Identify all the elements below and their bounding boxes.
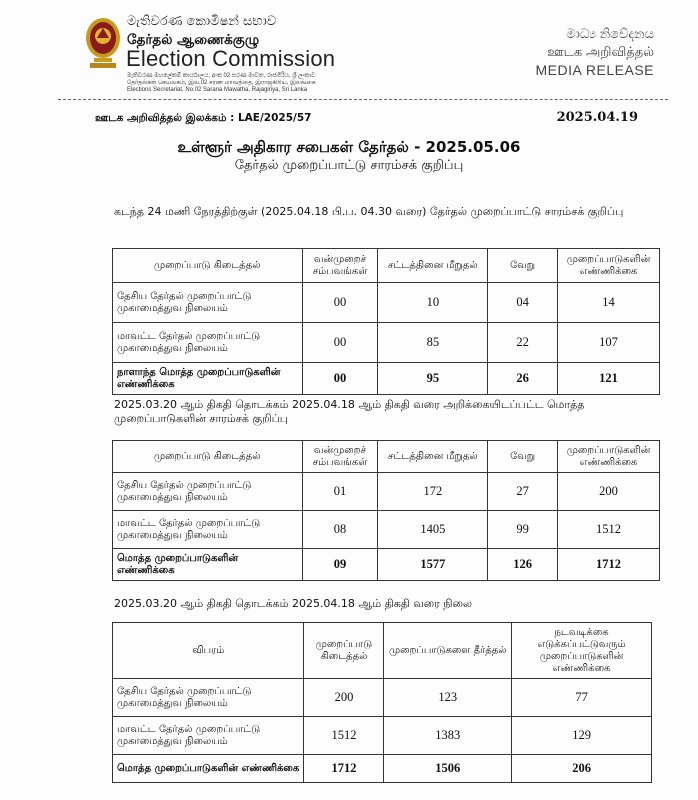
table-cell: 129 [512,717,652,755]
table-total-row [113,755,652,783]
column-header: முறைப்பாடு கிடைத்தல் [113,441,303,473]
table-row [113,473,660,511]
page-title: உள்ளூர் அதிகார சபைகள் தேர்தல் - 2025.05.06 [177,138,521,156]
column-header: வன்முறைச் சம்பவங்கள் [302,249,378,283]
table-cell: 85 [378,323,488,363]
row-label: மாவட்ட தேர்தல் முறைப்பாட்டு முகாமைத்துவ நிலையம் [113,511,303,549]
table-cell: 99 [488,511,558,549]
table-cell: 107 [558,323,660,363]
table-total-row [113,363,660,395]
table-cell: 08 [302,511,378,549]
address-english: Elections Secretariat, No.02 Sarana Mawatha, Rajagiriya, Sri Lanka [127,87,308,94]
column-header: முறைப்பாடுகளை தீர்த்தல் [384,623,512,679]
table-cell: 123 [384,679,512,717]
column-header: சட்டத்தினை மீறுதல் [378,441,488,473]
release-date: 2025.04.19 [556,110,638,125]
table-total-row [113,549,660,581]
table-cell: 00 [302,323,378,363]
column-header: முறைப்பாடுகளின் எண்ணிக்கை [558,249,660,283]
column-header: முறைப்பாடு கிடைத்தல் [304,623,384,679]
table-cell: 77 [512,679,652,717]
table-cell: 00 [302,283,378,323]
table-row [113,717,652,755]
table-cell: 95 [378,363,488,395]
org-name-english: Election Commission [126,46,336,71]
release-sinhala: මාධ්‍ය නිවේදනය [566,26,654,41]
letterhead [0,0,698,100]
table-cell: 1383 [384,717,512,755]
table-cell: 1405 [378,511,488,549]
table-cell: 10 [378,283,488,323]
column-header: முறைப்பாடு கிடைத்தல் [113,249,303,283]
table-cell: 27 [488,473,558,511]
column-header: வன்முறைச் சம்பவங்கள் [302,441,378,473]
table-cell: 1506 [384,755,512,783]
row-label: நாளாந்த மொத்த முறைப்பாடுகளின் எண்ணிக்கை [113,363,303,395]
table-cell: 00 [302,363,378,395]
column-header: முறைப்பாடுகளின் எண்ணிக்கை [558,441,660,473]
table-cell: 1712 [304,755,384,783]
table-cell: 04 [488,283,558,323]
table-cell: 172 [378,473,488,511]
emblem-icon [84,14,122,70]
row-label: மாவட்ட தேர்தல் முறைப்பாட்டு முகாமைத்துவ நிலையம் [113,717,304,755]
section3-heading: 2025.03.20 ஆம் திகதி தொடக்கம் 2025.04.18 ஆம் திகதி வரை நிலை [114,597,473,610]
address-block [127,73,316,95]
row-label: தேசிய தேர்தல் முறைப்பாட்டு முகாமைத்துவ நிலையம் [113,679,304,717]
address-tamil: தேர்தல்கள் செயலகம், இல.02 சரண மாவத்தை, இராஜகிரிய, இலங்கை [127,80,316,87]
table-cell: 121 [558,363,660,395]
column-header: நடவடிக்கை எடுக்கப்பட்டுவரும் முறைப்பாடுகளின் எண்ணிக்கை [512,623,652,679]
column-header: வேறு [488,441,558,473]
reference-number: ஊடக அறிவித்தல் இலக்கம் : LAE/2025/57 [95,112,312,124]
table-cell: 22 [488,323,558,363]
row-label: மொத்த முறைப்பாடுகளின் எண்ணிக்கை [113,755,304,783]
table-header-row [113,623,652,679]
header-divider [58,99,668,100]
release-tamil: ஊடக அறிவித்தல் [547,44,654,59]
table-row [113,283,660,323]
table-cell: 200 [558,473,660,511]
section2-heading: 2025.03.20 ஆம் திகதி தொடக்கம் 2025.04.18 ஆம் திகதி வரை அறிக்கையிடப்பட்ட மொத்த முறைப்பாடுகளின் சாரம்சக் குறிப்பு [114,398,585,425]
table-row [113,679,652,717]
row-label: மாவட்ட தேர்தல் முறைப்பாட்டு முகாமைத்துவ நிலையம் [113,323,303,363]
table-cell: 126 [488,549,558,581]
org-name-sinhala: මැතිවරණ කොමිෂන් සභාව [127,14,277,29]
table-cell: 1512 [304,717,384,755]
row-label: தேசிய தேர்தல் முறைப்பாட்டு முகாமைத்துவ நிலையம் [113,283,303,323]
table-header-row [113,441,660,473]
media-release-label [535,26,654,78]
table-row [113,511,660,549]
section2-table [112,440,660,581]
row-label: தேசிய தேர்தல் முறைப்பாட்டு முகாமைத்துவ நிலையம் [113,473,303,511]
table-header-row [113,249,660,283]
column-header: வேறு [488,249,558,283]
address-sinhala: මැතිවරණ මහලේකම් කාර්යාලය, අංක 02 සරණ මාවත, රාජගිරිය, ශ්‍රී ලංකාව [127,73,316,79]
org-name-tamil: தேர்தல் ஆணைக்குழு [127,32,260,48]
table-cell: 1577 [378,549,488,581]
page-subtitle: தேர்தல் முறைப்பாட்டு சாரம்சக் குறிப்பு [234,158,464,173]
table-cell: 01 [302,473,378,511]
section3-table [112,622,652,783]
column-header: விபரம் [113,623,304,679]
table-cell: 26 [488,363,558,395]
table-cell: 206 [512,755,652,783]
section1-table [112,248,660,395]
row-label: மொத்த முறைப்பாடுகளின் எண்ணிக்கை [113,549,303,581]
column-header: சட்டத்தினை மீறுதல் [378,249,488,283]
table-cell: 1512 [558,511,660,549]
table-cell: 14 [558,283,660,323]
section1-heading: கடந்த 24 மணி நேரத்திற்குள் (2025.04.18 பி.ப. 04.30 வரை) தேர்தல் முறைப்பாட்டு சாரம்சக் குறிப்பு [114,205,624,218]
table-row [113,323,660,363]
release-english: MEDIA RELEASE [535,62,654,78]
table-cell: 1712 [558,549,660,581]
table-cell: 09 [302,549,378,581]
table-cell: 200 [304,679,384,717]
